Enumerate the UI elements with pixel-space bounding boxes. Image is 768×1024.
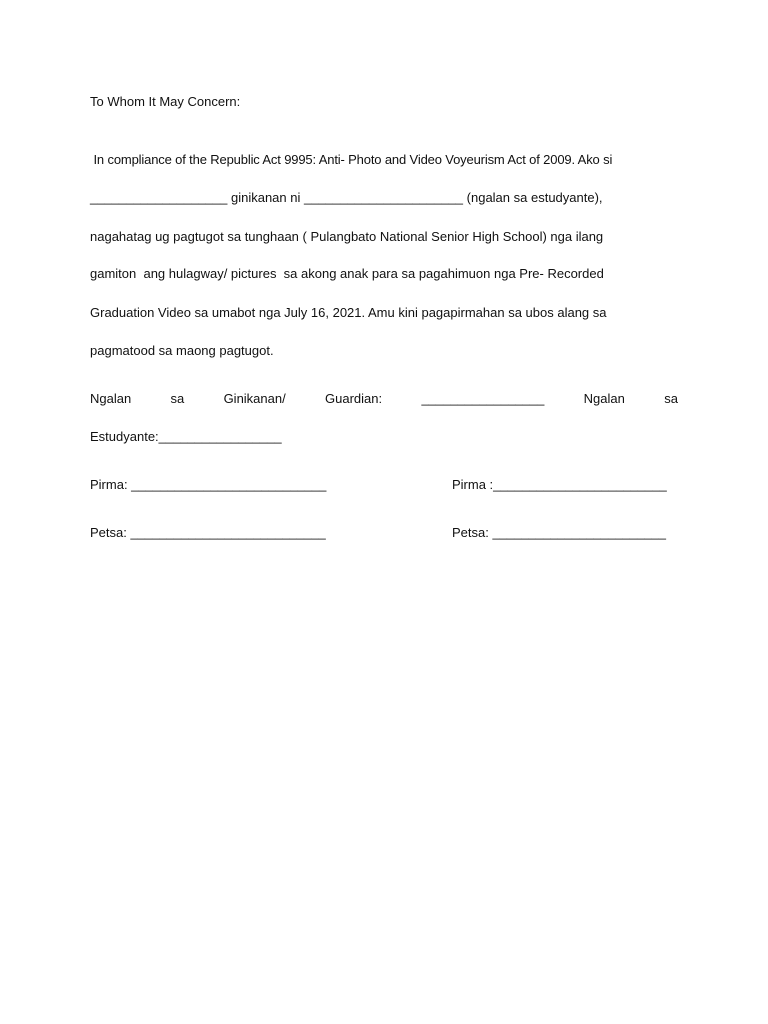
body-line-3: nagahatag ug pagtugot sa tunghaan ( Pulangbato National Senior High School) nga ilang (90, 229, 604, 244)
guardian-signature-line: Pirma: ___________________________ (90, 477, 327, 492)
guardian-name-blank: _________________ (421, 391, 545, 406)
guardian-row-word: Ngalan (583, 391, 625, 406)
salutation: To Whom It May Concern: (90, 94, 241, 109)
body-line-6: pagmatood sa maong pagtugot. (90, 343, 274, 358)
student-date-line: Petsa: ________________________ (452, 525, 666, 540)
guardian-row-word: sa (170, 391, 185, 406)
body-line-5: Graduation Video sa umabot nga July 16, 2021. Amu kini pagapirmahan sa ubos alang sa (90, 305, 607, 320)
guardian-row-word: sa (664, 391, 678, 406)
guardian-row-word: Ginikanan/ (223, 391, 286, 406)
body-line-4: gamiton ang hulagway/ pictures sa akong anak para sa pagahimuon nga Pre- Recorded (90, 266, 604, 281)
guardian-row-word: Ngalan (90, 391, 132, 406)
student-name-line: Estudyante:_________________ (90, 429, 282, 444)
body-line-1: In compliance of the Republic Act 9995: Anti- Photo and Video Voyeurism Act of 2009. Ako si (90, 152, 613, 167)
body-line-2: ___________________ ginikanan ni ______________________ (ngalan sa estudyante), (90, 190, 603, 205)
guardian-name-row (90, 391, 678, 407)
student-signature-line: Pirma :________________________ (452, 477, 667, 492)
guardian-row-word: Guardian: (325, 391, 383, 406)
guardian-date-line: Petsa: ___________________________ (90, 525, 326, 540)
